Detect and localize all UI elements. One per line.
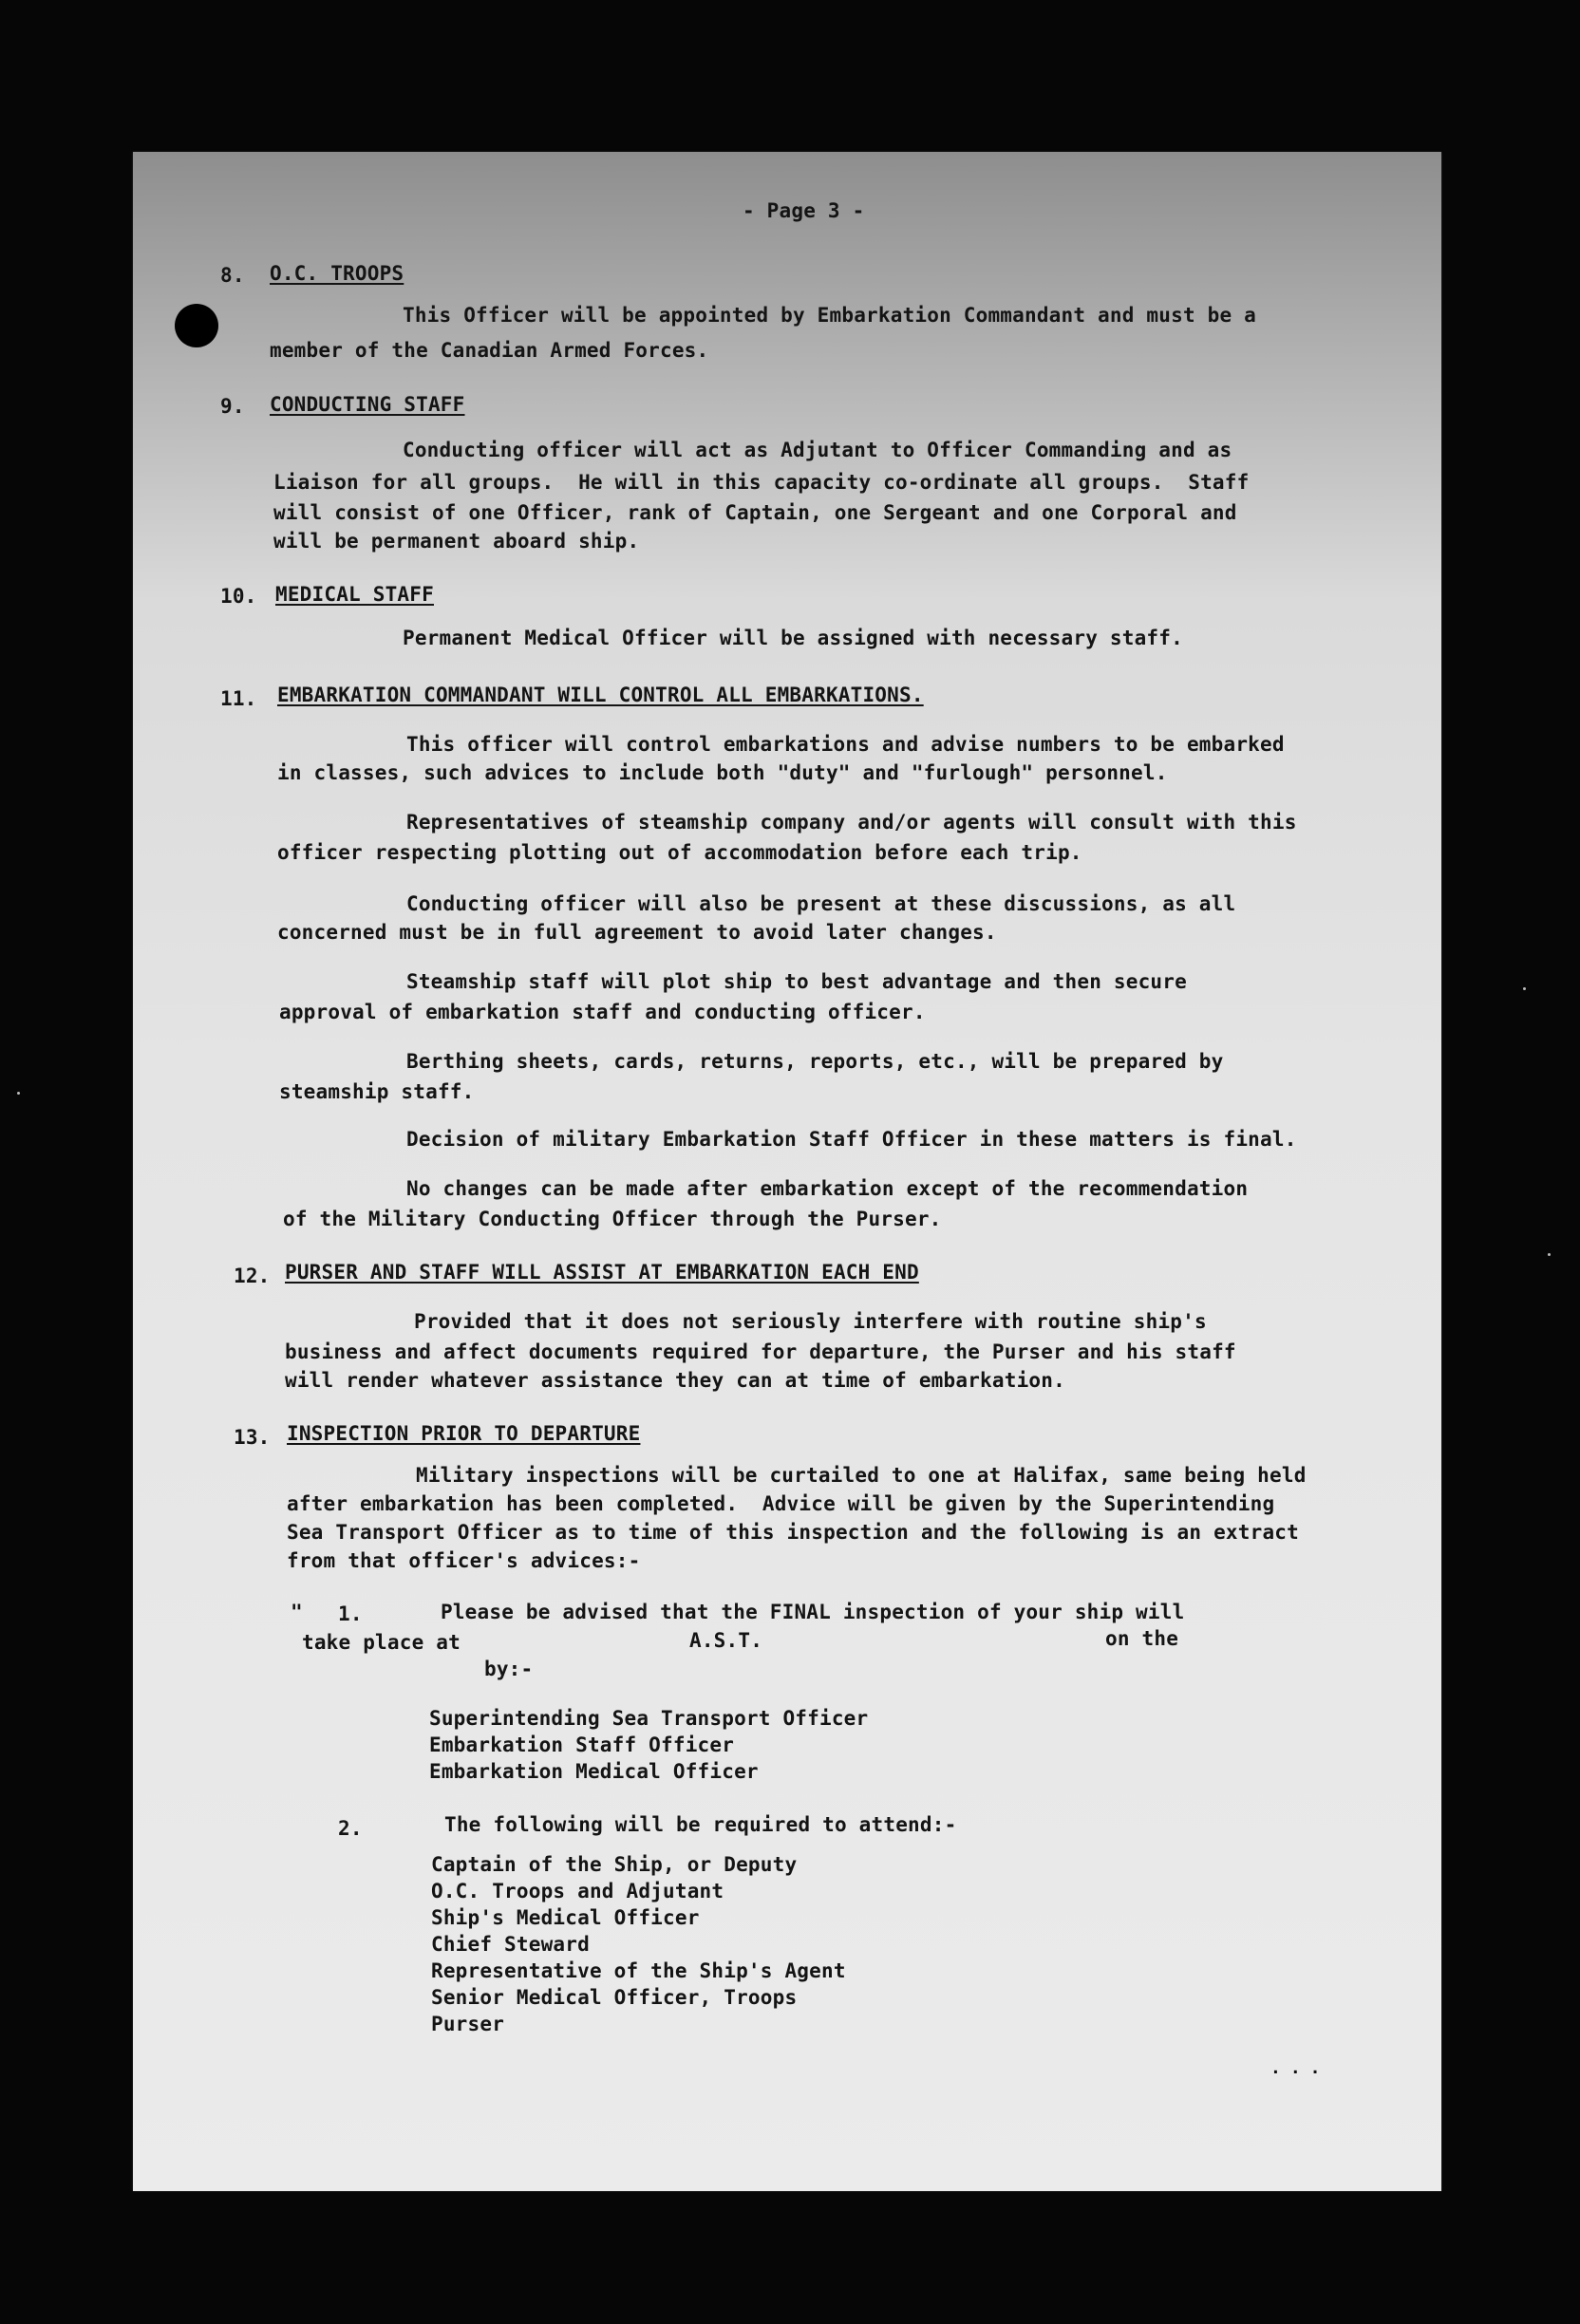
- section-heading: EMBARKATION COMMANDANT WILL CONTROL ALL EMBARKATIONS.: [277, 684, 924, 706]
- attendee-list-item: Representative of the Ship's Agent: [431, 1959, 846, 1982]
- body-line: after embarkation has been completed. Advice will be given by the Superintending: [287, 1492, 1275, 1515]
- section-heading: O.C. TROOPS: [270, 262, 404, 285]
- body-line: in classes, such advices to include both "duty" and "furlough" personnel.: [277, 761, 1168, 784]
- body-line: approval of embarkation staff and conducting officer.: [279, 1001, 926, 1023]
- quote-mark: ": [291, 1601, 303, 1623]
- attendee-list-item: Purser: [431, 2013, 505, 2035]
- body-line: Berthing sheets, cards, returns, reports, etc., will be prepared by: [406, 1050, 1224, 1073]
- body-line: Steamship staff will plot ship to best advantage and then secure: [406, 970, 1187, 993]
- body-line: take place at: [302, 1631, 461, 1654]
- continuation-mark: ...: [1270, 2058, 1330, 2078]
- scan-speck: [1523, 987, 1526, 990]
- body-line: on the: [1105, 1627, 1179, 1650]
- section-heading: MEDICAL STAFF: [275, 583, 434, 606]
- body-line: Permanent Medical Officer will be assigned with necessary staff.: [403, 627, 1183, 649]
- time-zone: A.S.T.: [689, 1629, 763, 1652]
- body-line: Provided that it does not seriously interfere with routine ship's: [414, 1310, 1207, 1333]
- body-line: Liaison for all groups. He will in this capacity co-ordinate all groups. Staff: [273, 471, 1250, 494]
- officer-list-item: Embarkation Staff Officer: [429, 1734, 735, 1756]
- body-line: steamship staff.: [279, 1080, 475, 1103]
- body-line: Representatives of steamship company and/or agents will consult with this: [406, 811, 1297, 834]
- page-header: - Page 3 -: [743, 199, 865, 222]
- section-number: 9.: [220, 395, 245, 418]
- body-line: Please be advised that the FINAL inspection of your ship will: [441, 1601, 1185, 1623]
- section-heading: CONDUCTING STAFF: [270, 393, 465, 416]
- body-line: of the Military Conducting Officer through the Purser.: [283, 1208, 942, 1230]
- attendee-list-item: Ship's Medical Officer: [431, 1906, 700, 1929]
- attendee-list-item: Captain of the Ship, or Deputy: [431, 1853, 798, 1876]
- item-number: 2.: [338, 1817, 363, 1840]
- section-number: 11.: [220, 687, 257, 710]
- body-line: by:-: [484, 1658, 534, 1680]
- body-line: Conducting officer will also be present at these discussions, as all: [406, 892, 1236, 915]
- section-number: 13.: [234, 1426, 271, 1449]
- item-number: 1.: [338, 1602, 363, 1625]
- body-line: This officer will control embarkations and advise numbers to be embarked: [406, 733, 1285, 756]
- body-line: concerned must be in full agreement to avoid later changes.: [277, 921, 997, 944]
- section-heading: INSPECTION PRIOR TO DEPARTURE: [287, 1422, 641, 1445]
- section-number: 12.: [234, 1265, 271, 1287]
- body-line: from that officer's advices:-: [287, 1549, 641, 1572]
- body-line: officer respecting plotting out of accommodation before each trip.: [277, 841, 1082, 864]
- body-line: will render whatever assistance they can at time of embarkation.: [285, 1369, 1065, 1392]
- scan-speck: [1548, 1253, 1551, 1256]
- body-line: will consist of one Officer, rank of Captain, one Sergeant and one Corporal and: [273, 501, 1237, 524]
- scan-speck: [17, 1092, 20, 1095]
- attendee-list-item: Chief Steward: [431, 1933, 590, 1956]
- body-line: Decision of military Embarkation Staff Officer in these matters is final.: [406, 1128, 1297, 1151]
- body-line: member of the Canadian Armed Forces.: [270, 339, 709, 362]
- section-number: 10.: [220, 585, 257, 608]
- body-line: Sea Transport Officer as to time of this inspection and the following is an extract: [287, 1521, 1299, 1544]
- punch-hole: [175, 304, 218, 347]
- body-line: Conducting officer will act as Adjutant to Officer Commanding and as: [403, 439, 1232, 461]
- section-heading: PURSER AND STAFF WILL ASSIST AT EMBARKATION EACH END: [285, 1261, 919, 1284]
- officer-list-item: Superintending Sea Transport Officer: [429, 1707, 869, 1730]
- attendee-list-item: O.C. Troops and Adjutant: [431, 1880, 724, 1902]
- body-line: No changes can be made after embarkation except of the recommendation: [406, 1177, 1249, 1200]
- section-number: 8.: [220, 264, 245, 287]
- officer-list-item: Embarkation Medical Officer: [429, 1760, 759, 1783]
- body-line: This Officer will be appointed by Embarkation Commandant and must be a: [403, 304, 1257, 327]
- body-line: Military inspections will be curtailed to one at Halifax, same being held: [416, 1464, 1307, 1487]
- body-line: will be permanent aboard ship.: [273, 530, 640, 553]
- body-line: The following will be required to attend:-: [444, 1813, 957, 1836]
- attendee-list-item: Senior Medical Officer, Troops: [431, 1986, 798, 2009]
- body-line: business and affect documents required for departure, the Purser and his staff: [285, 1340, 1236, 1363]
